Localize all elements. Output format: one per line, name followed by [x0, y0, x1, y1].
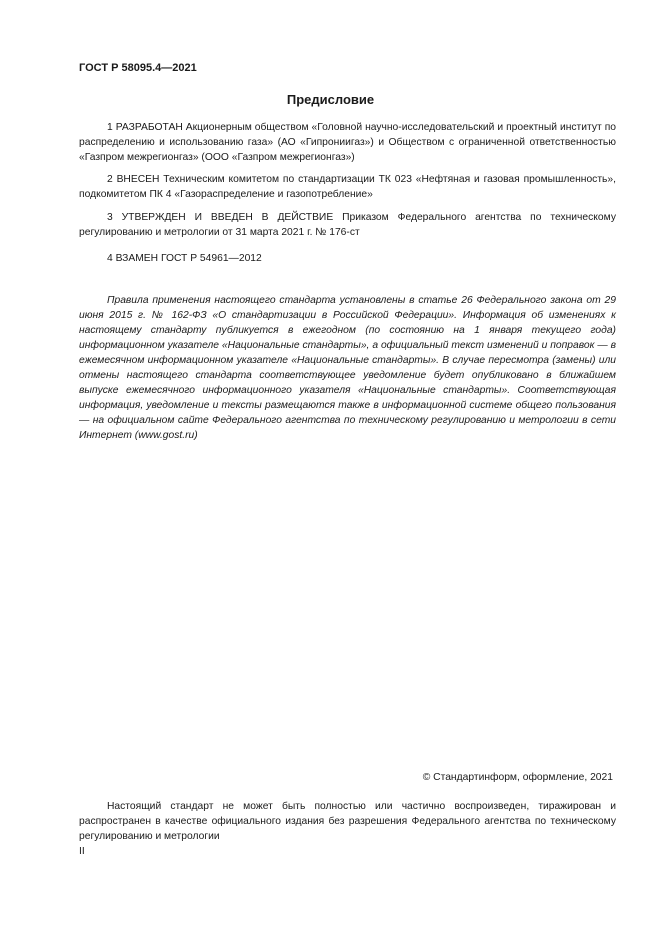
page-number: II [79, 846, 85, 857]
preface-item-2 [79, 172, 616, 202]
preface-item-text: 3 УТВЕРЖДЕН И ВВЕДЕН В ДЕЙСТВИЕ Приказом Федерального агентства по техническому регулированию и метрологии от 31 марта 2021 г. № 176-ст [79, 212, 616, 238]
document-code: ГОСТ Р 58095.4—2021 [79, 62, 197, 74]
copyright-line: © Стандартинформ, оформление, 2021 [422, 772, 613, 783]
preface-item-1 [79, 120, 616, 165]
notice-text: Правила применения настоящего стандарта установлены в статье 26 Федерального закона от 29 июня 2015 г. № 162-ФЗ «О стандартизации в Российской Федерации». Информация об изменениях к настоящему стандарту публикуется в ежегодном (по состоянию на 1 января текущего года) информационном указателе «Национальные стандарты», а официальный текст изменений и поправок — в ежемесячном информационном указателе «Национальные стандарты». В случае пересмотра (замены) или отмены настоящего стандарта соответствующее уведомление будет опубликовано в ближайшем выпуске ежемесячного информационного указателя «Национальные стандарты». Соответствующая информация, уведомление и тексты размещаются также в информационной системе общего пользования — на официальном сайте Федерального агентства по техническому регулированию и метрологии в сети Интернет (www.gost.ru) [79, 295, 616, 441]
preface-item-4 [79, 251, 616, 266]
preface-item-3 [79, 210, 616, 240]
application-rules-notice [79, 293, 616, 443]
preface-item-text: 1 РАЗРАБОТАН Акционерным обществом «Головной научно-исследовательский и проектный институт по распределению и использованию газа» (АО «Гипрониигаз») и Обществом с ограниченной ответственностью «Газпром межрегионгаз» (ООО «Газпром межрегионгаз») [79, 122, 616, 163]
preface-item-text: 4 ВЗАМЕН ГОСТ Р 54961—2012 [107, 253, 262, 264]
page-title: Предисловие [286, 92, 375, 107]
preface-item-text: 2 ВНЕСЕН Техническим комитетом по стандартизации ТК 023 «Нефтяная и газовая промышленность», подкомитетом ПК 4 «Газораспределение и газопотребление» [79, 174, 616, 200]
reproduction-notice [79, 799, 616, 844]
reproduction-text: Настоящий стандарт не может быть полностью или частично воспроизведен, тиражирован и распространен в качестве официального издания без разрешения Федерального агентства по техническому регулированию и метрологии [79, 801, 616, 842]
